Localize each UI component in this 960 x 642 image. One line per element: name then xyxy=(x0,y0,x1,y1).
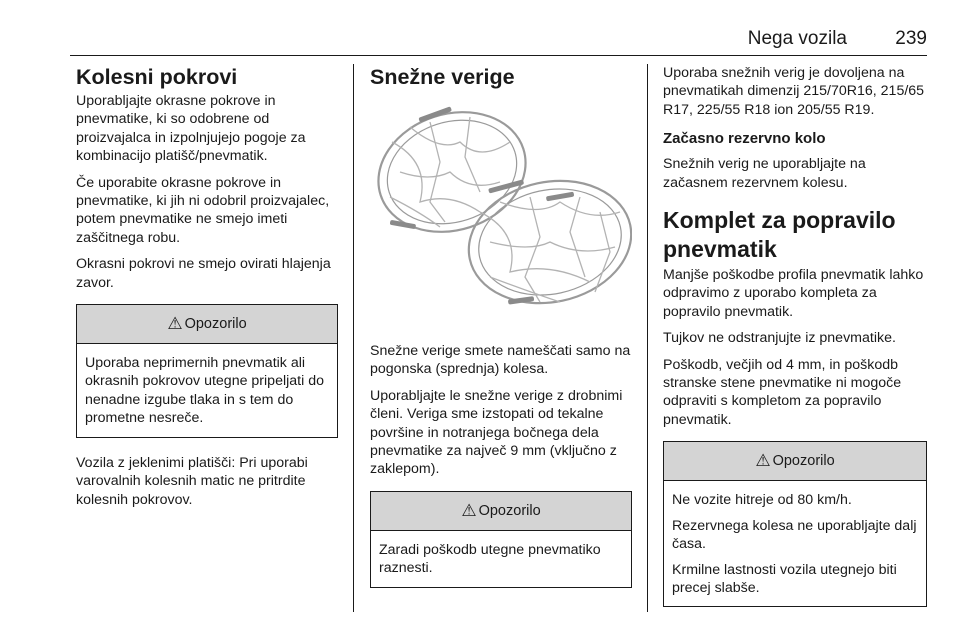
warning-box xyxy=(76,304,338,438)
warning-triangle-icon: ⚠ xyxy=(461,500,477,520)
paragraph: Snežne verige smete nameščati samo na pogonska (sprednja) kolesa. xyxy=(370,343,631,378)
warning-box xyxy=(370,491,632,588)
header-rule xyxy=(70,55,927,56)
heading-wheel-covers: Kolesni pokrovi xyxy=(76,65,238,89)
warning-body xyxy=(371,531,631,587)
paragraph: Če uporabite okrasne pokrove in pnevmatike, ki jih ni odobril proizvajalec, potem pnevmatike ne smejo imeti zaščitnega robu. xyxy=(76,174,330,246)
paragraph: Uporaba snežnih verig je dovoljena na pnevmatikah dimenzij 215/70R16, 215/65 R17, 225/55 R18 ion 205/55 R19. xyxy=(663,65,925,118)
warning-text: Zaradi poškodb utegne pnevmatiko raznesti. xyxy=(379,541,601,577)
paragraph: Vozila z jeklenimi platišči: Pri uporabi varovalnih kolesnih matic ne pritrdite kolesnih pokrovov. xyxy=(76,454,308,508)
paragraph: Tujkov ne odstranjujte iz pnevmatike. xyxy=(663,330,896,347)
warning-triangle-icon: ⚠ xyxy=(755,451,771,471)
warning-text: Krmilne lastnosti vozila utegnejo biti precej slabše. xyxy=(672,561,897,596)
warning-text: Uporaba neprimernih pnevmatik ali okrasnih pokrovov utegne pripeljati do nenadne izgube tlaka in s tem do prometne nesreče. xyxy=(85,355,324,427)
paragraph: Okrasni pokrovi ne smejo ovirati hlajenja zavor. xyxy=(76,256,331,291)
paragraph: Manjše poškodbe profila pnevmatik lahko odpravimo z uporabo kompleta za popravilo pnevmatik. xyxy=(663,267,924,320)
warning-triangle-icon: ⚠ xyxy=(167,314,183,334)
paragraph: Uporabljajte okrasne pokrove in pnevmatike, ki so odobrene od proizvajalca in izpolnjujejo pogoje za kombinacijo platišč/pnevmatik. xyxy=(76,93,306,165)
section-title: Nega vozila xyxy=(747,28,847,49)
paragraph: Uporabljajte le snežne verige z drobnimi členi. Veriga sme izstopati od tekalne površine in notranjega bočnega dela pnevmatike za največ 9 mm (vključno z zaklepom). xyxy=(370,387,623,478)
warning-header xyxy=(371,492,631,531)
warning-text: Ne vozite hitreje od 80 km/h. xyxy=(672,492,852,509)
column-3 xyxy=(663,64,927,617)
heading-tyre-repair-kit: Komplet za popravilo pnevmatik xyxy=(663,207,896,263)
column-2 xyxy=(370,64,632,598)
warning-box xyxy=(663,441,927,607)
column-1 xyxy=(76,64,338,517)
warning-body xyxy=(77,344,337,437)
warning-title: Opozorilo xyxy=(478,502,541,519)
snow-chains-illustration xyxy=(370,102,632,324)
heading-snow-chains: Snežne verige xyxy=(370,65,515,89)
snow-chains-illustration-icon xyxy=(370,102,632,324)
warning-body xyxy=(664,481,926,606)
paragraph: Snežnih verig ne uporabljajte na začasnem rezervnem kolesu. xyxy=(663,156,866,191)
warning-header xyxy=(77,305,337,344)
heading-temporary-spare-wheel: Začasno rezervno kolo xyxy=(663,130,826,148)
warning-title: Opozorilo xyxy=(772,453,835,470)
paragraph: Poškodb, večjih od 4 mm, in poškodb stranske stene pnevmatike ni mogoče odpraviti s kompletom za popravilo pnevmatik. xyxy=(663,356,902,428)
page-number: 239 xyxy=(895,28,927,49)
column-divider-2 xyxy=(647,64,648,612)
column-divider-1 xyxy=(353,64,354,612)
warning-text: Rezervnega kolesa ne uporabljajte dalj časa. xyxy=(672,517,917,553)
warning-header xyxy=(664,442,926,481)
warning-title: Opozorilo xyxy=(184,316,247,333)
page-header xyxy=(70,24,927,56)
